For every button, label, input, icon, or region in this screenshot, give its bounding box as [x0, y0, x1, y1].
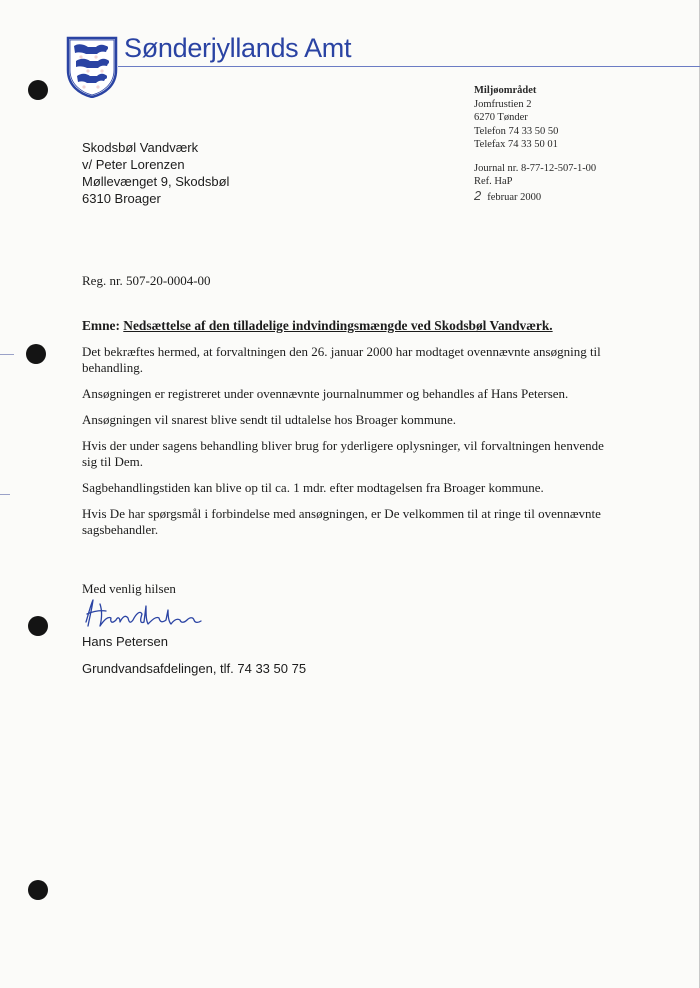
signer-department: Grundvandsafdelingen, tlf. 74 33 50 75 — [82, 661, 307, 676]
department-address-1: Jomfrustien 2 — [474, 98, 532, 110]
punch-hole — [28, 80, 48, 100]
reference: Ref. HaP — [474, 176, 513, 187]
coat-of-arms-logo — [66, 36, 118, 98]
subject-label: Emne: — [82, 318, 120, 333]
recipient-line-2: v/ Peter Lorenzen — [82, 157, 185, 172]
handwritten-signature — [80, 596, 210, 632]
signer-name: Hans Petersen — [82, 634, 168, 649]
body-paragraph: Ansøgningen er registreret under ovennævnte journalnummer og behandles af Hans Petersen. — [82, 386, 569, 401]
recipient-line-3: Møllevænget 9, Skodsbøl — [82, 174, 230, 189]
recipient-address — [82, 139, 229, 207]
punch-hole — [28, 616, 48, 636]
department-fax: Telefax 74 33 50 01 — [474, 139, 558, 150]
department-name: Miljøområdet — [474, 85, 537, 96]
punch-hole — [28, 880, 48, 900]
recipient-line-1: Skodsbøl Vandværk — [82, 140, 199, 155]
body-paragraph: Ansøgningen vil snarest blive sendt til udtalelse hos Broager kommune. — [82, 412, 457, 427]
department-address-2: 6270 Tønder — [474, 112, 528, 123]
recipient-line-4: 6310 Broager — [82, 191, 161, 206]
date-month-year: februar 2000 — [487, 191, 542, 203]
body-paragraph: Hvis De har spørgsmål i forbindelse med ansøgningen, er De velkommen til at ringe til ovennævnte sagsbehandler. — [82, 506, 601, 537]
org-name: Sønderjyllands Amt — [124, 33, 352, 63]
department-block — [474, 84, 596, 204]
letter-date — [474, 189, 596, 205]
subject-text: Nedsættelse af den tilladelige indvindingsmængde ved Skodsbøl Vandværk. — [123, 318, 553, 333]
date-day: 2 — [474, 187, 482, 203]
punch-hole — [26, 344, 46, 364]
header-rule — [118, 66, 700, 67]
subject-line — [82, 318, 553, 334]
department-phone: Telefon 74 33 50 50 — [474, 125, 559, 137]
body-paragraph: Hvis der under sagens behandling bliver brug for yderligere oplysninger, vil forvaltningen henvende sig til Dem. — [82, 438, 604, 469]
fold-mark — [0, 494, 10, 495]
fold-mark — [0, 354, 14, 355]
body-paragraph: Sagbehandlingstiden kan blive op til ca. 1 mdr. efter modtagelsen fra Broager kommune. — [82, 480, 544, 495]
body-paragraph: Det bekræftes hermed, at forvaltningen den 26. januar 2000 har modtaget ovennævnte ansøgning til behandling. — [82, 344, 601, 375]
registration-number: Reg. nr. 507-20-0004-00 — [82, 273, 211, 288]
journal-number: Journal nr. 8-77-12-507-1-00 — [474, 162, 597, 174]
letter-body — [82, 344, 610, 548]
closing-salutation: Med venlig hilsen — [82, 581, 176, 596]
